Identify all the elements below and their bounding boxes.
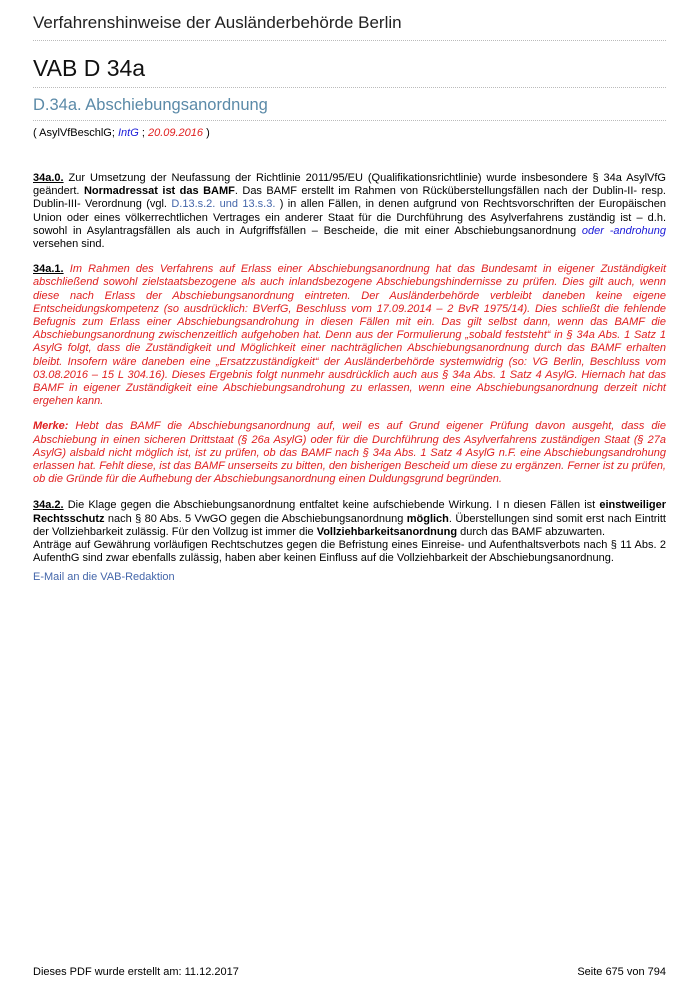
source-reference <box>33 127 666 139</box>
text: versehen sind. <box>33 238 105 251</box>
amendment-text: oder -androhung <box>581 224 666 237</box>
text: durch das BAMF abzuwarten. <box>457 525 606 538</box>
note-label: Merke: <box>33 420 69 433</box>
bold-text: Vollziehbarkeitsanordnung <box>316 525 458 538</box>
text: . Überstellungen sind somit erst nach Eintritt der Vollziehbarkeit zulässig. Für den Vollzug ist immer die <box>33 512 666 538</box>
bold-text: Normadressat ist das BAMF <box>83 185 235 198</box>
paragraph-34a-1 <box>33 263 666 408</box>
source-close: ) <box>203 127 210 139</box>
text: Zur Umsetzung der Neufassung der Richtlinie 2011/95/EU (Qualifikationsrichtlinie) wurde insbesondere § 34a AsylVfG geändert. <box>33 172 666 198</box>
document-page <box>33 0 666 583</box>
source-intg-link[interactable]: IntG <box>117 127 139 139</box>
source-date: 20.09.2016 <box>147 127 204 139</box>
section-title: D.34a. Abschiebungsanordnung <box>33 96 666 121</box>
bold-text: möglich <box>406 512 449 525</box>
note-merke <box>33 420 666 486</box>
text: nach § 80 Abs. 5 VwGO gegen die Abschiebungsanordnung <box>104 512 407 525</box>
email-editorial-link[interactable]: E-Mail an die VAB-Redaktion <box>33 571 175 584</box>
paragraph-34a-0 <box>33 172 666 251</box>
cross-reference-link[interactable]: D.13.s.2. und 13.s.3. <box>171 198 276 211</box>
paragraph-34a-2-continued: Anträge auf Gewährung vorläufigen Rechtschutzes gegen die Befristung eines Einreise- und Aufenthaltsverbots nach § 11 Abs. 2 AufenthG sind zwar ebenfalls zulässig, haben aber keinen Einfluss auf die Vollziehbarkeit der Abschiebungsanordnung. <box>33 539 666 565</box>
pdf-created-date: Dieses PDF wurde erstellt am: 11.12.2017 <box>33 966 239 978</box>
page-footer <box>33 966 666 978</box>
paragraph-number: 34a.2. <box>33 499 64 512</box>
amendment-text: Hebt das BAMF die Abschiebungsanordnung auf, weil es auf Grund eigener Prüfung davon ausgeht, dass die Abschiebung in einen sicheren Drittstaat (§ 26a AsylG) oder für die Durchführung des Asylverfahrens zuständigen Staat (§ 27a AsylG) alsbald nicht möglich ist, ist zu prüfen, ob das BAMF nach § 34a Abs. 1 Satz 4 AsylG n.F. eine Abschiebungsandrohung erlassen hat. Fehlt diese, ist das BAMF unserseits zu bitten, den bisherigen Bescheid um diese zu ergänzen. Ferner ist zu prüfen, ob die Gründe für die Aufhebung der Abschiebungsanordnung einen Duldungsgrund begründen. <box>33 420 666 486</box>
text: ) in allen Fällen, in denen aufgrund von Rechtsvorschriften der Europäischen Union oder eines völkerrechtlichen Vertrages ein anderer Staat für die Durchführung des Asylverfahrens zuständig ist – d.h. sowohl in Asylantragsfällen als auch in Aufgriffsfällen – Bescheide, die mit einer Abschiebungsanordnung <box>33 198 666 237</box>
paragraph-34a-2 <box>33 499 666 539</box>
source-separator: ; <box>138 127 148 139</box>
amendment-text: Im Rahmen des Verfahrens auf Erlass einer Abschiebungsanordnung hat das Bundesamt in eigener Zuständigkeit abschließend sowohl zielstaatsbezogene als auch inlandsbezogene Abschiebungshindernisse zu prüfen. Dies gilt auch, wenn diese nach Erlass der Abschiebungsanordnung eintreten. Der Ausländerbehörde verbleibt daneben keine eigene Entscheidungskompetenz (so ausdrücklich: BVerfG, Beschluss vom 17.09.2014 – 2 BvR 1975/14). Dies schließt die fehlende Befugnis zum Erlass einer Abschiebungsandrohung in diesen Fällen mit ein. Das gilt selbst dann, wenn das BAMF die Abschiebungsanordnung zwischenzeitlich aufgehoben hat. Denn aus der Formulierung „sobald feststeht“ in § 34a Abs. 1 Satz 1 AsylG folgt, dass die Zuständigkeit und Möglichkeit einer nachträglichen Abschiebungsanordnung durch das BAMF erhalten bleibt. Insofern wäre daneben eine „Ersatzzuständigkeit“ der Ausländerbehörde systemwidrig (so: VG Berlin, Beschluss vom 03.08.2016 – 15 L 304.16). Dieses Ergebnis folgt nunmehr ausdrücklich auch aus § 34a Abs. 1 Satz 4 AsylG. Hiernach hat das BAMF in eigener Zuständigkeit eine Abschiebungsandrohung zu erlassen, wenn eine Abschiebungsanordnung derzeit nicht ergehen kann. <box>33 263 666 408</box>
page-number: Seite 675 von 794 <box>577 966 666 978</box>
paragraph-number: 34a.1. <box>33 263 64 276</box>
source-open: ( AsylVfBeschlG; <box>33 127 118 139</box>
paragraph-number: 34a.0. <box>33 172 64 184</box>
text: . Das BAMF erstellt im Rahmen von Rücküberstellungsfällen nach der Dublin-II- resp. Dublin-III- Verordnung (vgl. <box>33 185 666 211</box>
site-header: Verfahrenshinweise der Ausländerbehörde Berlin <box>33 13 666 41</box>
bold-text: einstweiliger Rechtsschutz <box>33 499 666 525</box>
page-title: VAB D 34a <box>33 55 666 88</box>
text: Die Klage gegen die Abschiebungsanordnung entfaltet keine aufschiebende Wirkung. I n diesen Fällen ist <box>63 499 600 512</box>
